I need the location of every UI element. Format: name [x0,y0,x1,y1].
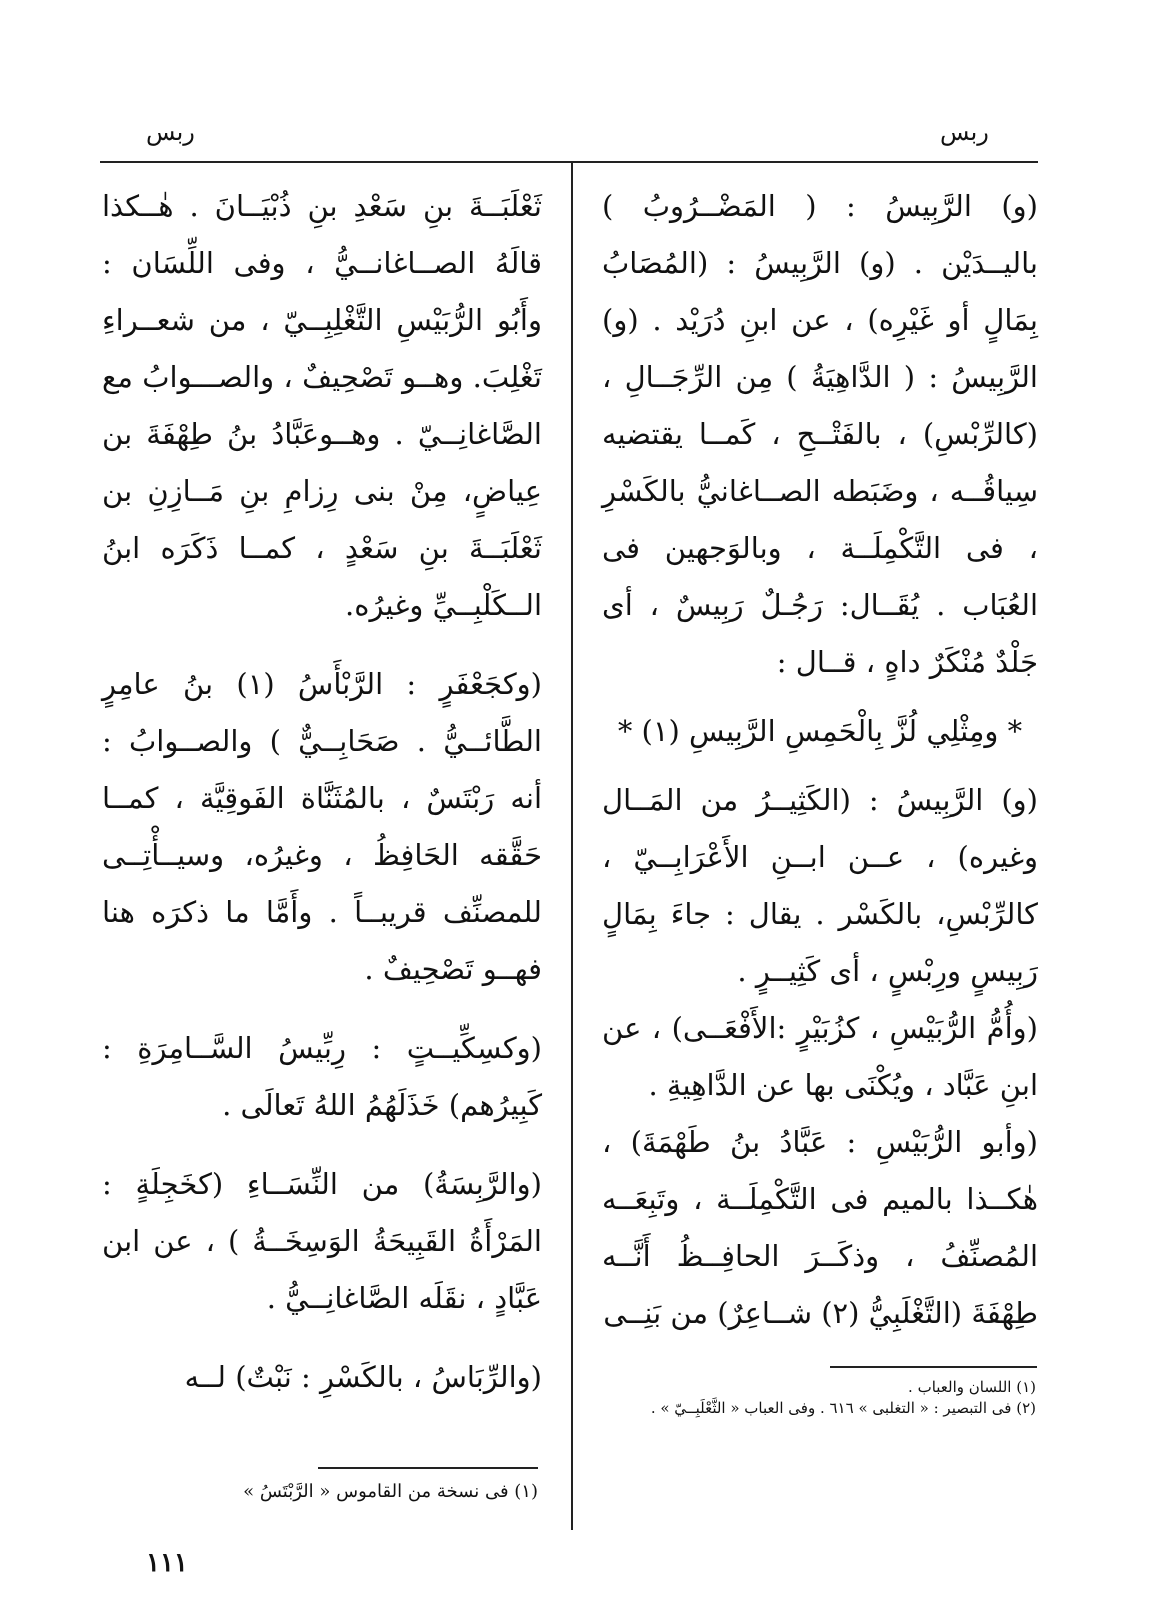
entry-paragraph: (و) الرَّبِيسُ : (الكَثِيــرُ من المَــال وغيره) ، عــن ابــنِ الأَعْرَابِــيّ ، كالرِّبْسِ، بالكَسْر . يقال : جاءَ بِمَالٍ رَبِيسٍ ورِبْسٍ ، أى كَثِيــرٍ . [602,783,1038,988]
entry-paragraph: (و) الرَّبِيسُ : ( المَضْــرُوبُ ) باليــدَيْن . (و) الرَّبِيسُ : (المُصَابُ بِمَالٍ أو غَيْرِه) ، عن ابنِ دُرَيْد . (و) الرَّبِيسُ : ( الدَّاهِيَةُ ) مِن الرِّجَــالِ ، (كالرِّبْسِ) ، بالفَتْــحِ ، كَمــا يقتضيه سِياقُــه ، وضَبَطه الصــاغانيُّ بالكَسْرِ ، فى التَّكْمِلَــة ، وبالوَجهين فى العُبَاب . يُقَــال: رَجُـلٌ رَبِيسٌ ، أى جَلْدٌ مُنْكَرٌ داهٍ ، قــال : [602,189,1038,679]
right-column [602,178,1038,1342]
verse-line: * ومِثْلِي لُزَّ بِالْحَمِسِ الرَّبِيسِ (١) * [617,714,1023,748]
footnote: (١) اللسان والعباب . [908,1378,1036,1396]
running-header-right: ربس [940,118,989,146]
paragraph-gap [102,634,542,656]
paragraph-gap [102,998,542,1020]
entry-paragraph: (وأبو الرُّبَيْسِ : عَبَّادُ بنُ طَهْمَةَ) ، هٰكــذا بالميم فى التَّكْمِلَــة ، وتَبِعَــه المُصنِّفُ ، وذكَــرَ الحافِــظُ أَنَّــه طِهْفَةَ (التَّغْلَبِيُّ (٢) شــاعِرٌ) من بَنِــى [602,1125,1038,1330]
paragraph-gap [102,1134,542,1156]
left-column [102,178,542,1406]
footnotes-left [102,1480,538,1504]
entry-paragraph: (وأُمُّ الرُّبَيْسِ ، كزُبَيْرٍ :الأَفْعَــى) ، عن ابنِ عَبَّاد ، ويُكْنَى بها عن الدَّاهِيةِ . [602,1011,1038,1102]
footnote: (٢) فى التبصير : « التغلبى » ٦١٦ . وفى العباب « الثَّعْلَبِــيّ » . [650,1399,1036,1417]
column-divider [571,163,573,1530]
entry-paragraph: (والرِّبَاسُ ، بالكَسْرِ : نَبْتٌ) لــه [184,1360,542,1394]
entry-paragraph: (والرَّبِسَةُ) من النِّسَــاءِ (كخَجِلَةٍ : المَرْأَةُ القَبِيحَةُ الوَسِخَــةُ ) ، عن ابن عَبَّادٍ ، نقَلَه الصَّاغانِــيُّ . [102,1167,542,1315]
paragraph-gap [102,1327,542,1349]
page-number: ١١١ [146,1548,188,1578]
running-header-left: ربس [146,118,195,146]
footnote-rule [318,1467,538,1469]
header-rule [100,161,1038,163]
entry-paragraph: (وكسِكِّيــتٍ : رِبِّيسُ السَّــامِرَةِ : كَبِيرُهم) خَذَلَهُمُ اللهُ تَعالَى . [102,1031,542,1122]
entry-paragraph: (وكجَعْفَرٍ : الرَّبْأَسُ (١) بنُ عامِرٍ الطَّائــيُّ . صَحَابِــيٌّ ) والصــوابُ : أنه رَبْتَسٌ ، بالمُثَنَّاة الفَوقِيَّة ، كمــا حَقَّقه الحَافِظُ ، وغيرُه، وسيــأْتِــى للمصنِّف قريبــاً . وأَمَّا ما ذكرَه هنا فهــو تَصْحِيفٌ . [102,667,542,986]
footnotes-right [650,1377,1036,1419]
entry-paragraph: ثَعْلَبَــةَ بنِ سَعْدِ بنِ ذُبْيَــانَ . هٰــكذا قالَهُ الصــاغانــيُّ ، وفى اللِّسَان : وأَبُو الرُّبَيْسِ التَّغْلِبِــيّ ، من شعــراءِ تَغْلِبَ. وهــو تَصْحِيفٌ ، والصـــوابُ مع الصَّاغانِــيّ . وهــوعَبَّادُ بنُ طِهْفَةَ بن عِياضٍ، مِنْ بنى رِزامِ بنِ مَــازِنِ بن ثَعْلَبَــةَ بنِ سَعْدٍ ، كمــا ذَكَرَه ابنُ الــكَلْبِــيِّ وغيرُه. [102,189,542,622]
footnote-rule [830,1366,1037,1368]
footnote: (١) فى نسخة من القاموس « الرَّبْتَسُ » [243,1481,538,1502]
